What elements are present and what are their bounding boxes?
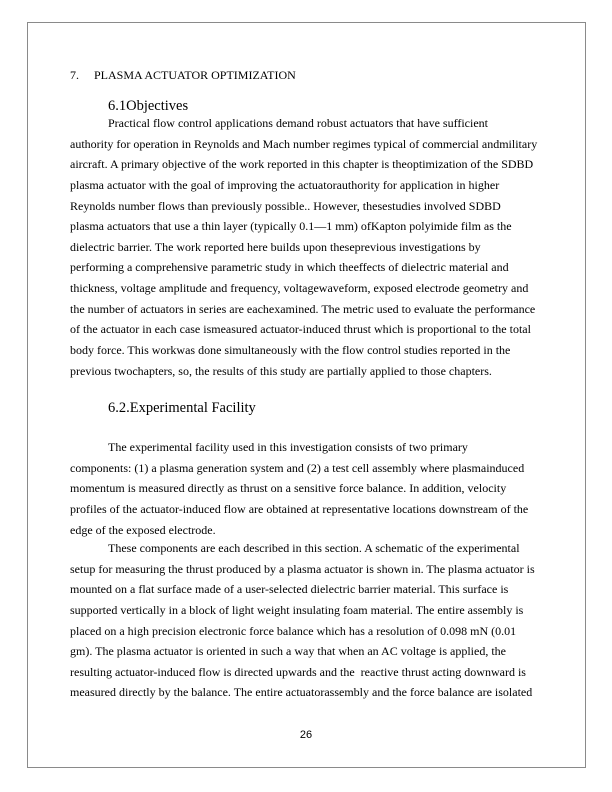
- text-line: Reynolds number flows than previously possible.. However, thesestudies involved SDBD: [70, 198, 501, 213]
- paragraph-facility-components: [70, 538, 552, 703]
- text-line: plasma actuators that use a thin layer (typically 0.1—1 mm) ofKapton polyimide film as the: [70, 219, 512, 234]
- text-line: of the actuator in each case ismeasured actuator-induced thrust which is proportional to the total: [70, 322, 531, 337]
- chapter-heading: [70, 67, 296, 84]
- text-line: placed on a high precision electronic force balance which has a resolution of 0.098 mN (0.01: [70, 623, 517, 638]
- text-line: resulting actuator-induced flow is directed upwards and the reactive thrust acting downward is: [70, 664, 526, 679]
- text-line: profiles of the actuator-induced flow are obtained at representative locations downstream of the: [70, 501, 529, 516]
- text-line: Practical flow control applications demand robust actuators that have sufficient: [108, 116, 488, 130]
- text-line: These components are each described in this section. A schematic of the experimental: [108, 541, 520, 555]
- chapter-title: PLASMA ACTUATOR OPTIMIZATION: [94, 68, 296, 82]
- text-line: the number of actuators in series are eachexamined. The metric used to evaluate the performance: [70, 301, 536, 316]
- text-line: edge of the exposed electrode.: [70, 522, 216, 537]
- text-line: previous twochapters, so, the results of this study are partially applied to those chapters.: [70, 363, 492, 378]
- paragraph-objectives: [70, 113, 552, 381]
- text-line: aircraft. A primary objective of the work reported in this chapter is theoptimization of the SDBD: [70, 157, 534, 172]
- chapter-number: 7.: [70, 68, 79, 82]
- section-heading-objectives: 6.1Objectives: [108, 98, 189, 114]
- text-line: authority for operation in Reynolds and Mach number regimes typical of commercial andmilitary: [70, 136, 538, 151]
- text-line: plasma actuator with the goal of improving the actuatorauthority for application in higher: [70, 177, 500, 192]
- text-line: The experimental facility used in this investigation consists of two primary: [108, 440, 468, 454]
- text-line: gm). The plasma actuator is oriented in such a way that when an AC voltage is applied, the: [70, 644, 506, 659]
- text-line: supported vertically in a block of light weight insulating foam material. The entire assembly is: [70, 602, 524, 617]
- text-line: body force. This workwas done simultaneously with the flow control studies reported in the: [70, 343, 511, 358]
- text-line: measured directly by the balance. The entire actuatorassembly and the force balance are isolated: [70, 685, 533, 700]
- page-number: 26: [299, 729, 313, 741]
- text-line: dielectric barrier. The work reported here builds upon theseprevious investigations by: [70, 239, 481, 254]
- text-line: components: (1) a plasma generation system and (2) a test cell assembly where plasmainduced: [70, 460, 525, 475]
- text-line: thickness, voltage amplitude and frequency, voltagewaveform, exposed electrode geometry and: [70, 281, 529, 296]
- section-heading-experimental-facility: 6.2.Experimental Facility: [108, 400, 256, 416]
- text-line: performing a comprehensive parametric study in which theeffects of dielectric material and: [70, 260, 509, 275]
- text-line: momentum is measured directly as thrust on a sensitive force balance. In addition, velocity: [70, 481, 507, 496]
- text-line: mounted on a flat surface made of a user-selected dielectric barrier material. This surface is: [70, 582, 509, 597]
- text-line: setup for measuring the thrust produced by a plasma actuator is shown in. The plasma actuator is: [70, 561, 535, 576]
- paragraph-facility-overview: [70, 437, 552, 540]
